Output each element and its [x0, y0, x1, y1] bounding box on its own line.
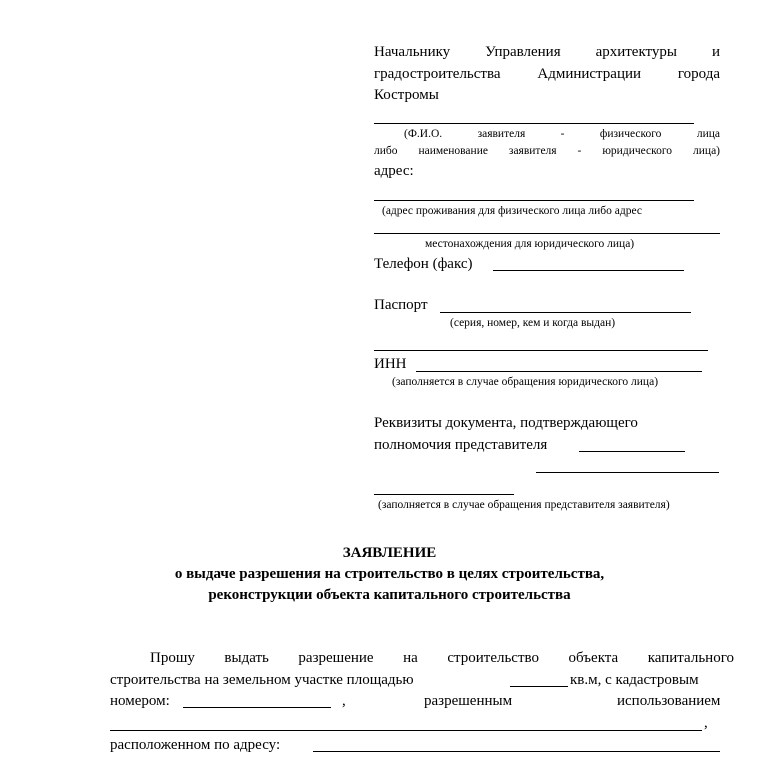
- addressee-line-3: Костромы: [374, 87, 439, 103]
- document-title: ЗАЯВЛЕНИЕ: [342, 545, 437, 561]
- rep-doc-input-line-1[interactable]: [579, 451, 685, 452]
- body-line-4-comma: ,: [704, 715, 708, 731]
- passport-hint: (серия, номер, кем и когда выдан): [450, 317, 616, 329]
- addressee-word: градостроительства: [374, 66, 501, 82]
- hint-word: либо: [374, 145, 398, 157]
- body-line-5-label: расположенном по адресу:: [110, 737, 281, 753]
- area-input-line[interactable]: [510, 686, 568, 687]
- addressee-word: и: [711, 44, 720, 60]
- addressee-word: города: [677, 66, 720, 82]
- hint-word: (Ф.И.О.: [404, 128, 443, 140]
- usage-input-line[interactable]: [110, 730, 702, 731]
- address-input-line-2[interactable]: [374, 233, 720, 234]
- fio-input-line[interactable]: [374, 123, 694, 124]
- cadastral-input-line[interactable]: [183, 707, 331, 708]
- hint-word: -: [577, 145, 582, 157]
- body-word: капитального: [647, 650, 734, 666]
- body-word: объекта: [568, 650, 619, 666]
- inn-input-line-1[interactable]: [374, 350, 708, 351]
- hint-word: -: [560, 128, 565, 140]
- passport-input-line[interactable]: [440, 312, 691, 313]
- address-input-line-1[interactable]: [374, 200, 694, 201]
- addressee-line-1: [374, 44, 720, 61]
- hint-word: физического: [599, 128, 662, 140]
- body-word: выдать: [224, 650, 269, 666]
- body-word: разрешение: [298, 650, 374, 666]
- phone-input-line[interactable]: [493, 270, 684, 271]
- rep-hint: (заполняется в случае обращения представителя заявителя): [378, 499, 670, 511]
- rep-doc-input-line-3[interactable]: [374, 494, 514, 495]
- rep-doc-line-1: Реквизиты документа, подтверждающего: [374, 415, 638, 431]
- hint-word: наименование: [418, 145, 488, 157]
- body-line-2-text-a: строительства на земельном участке площадью: [110, 672, 414, 688]
- addressee-line-2: [374, 66, 720, 83]
- inn-hint: (заполняется в случае обращения юридического лица): [392, 376, 659, 388]
- body-word: строительство: [447, 650, 539, 666]
- body-line-3-usage: использованием: [617, 693, 721, 709]
- phone-label: Телефон (факс): [374, 256, 473, 272]
- fio-hint-line-1: [404, 128, 720, 140]
- hint-word: лица): [693, 145, 720, 157]
- addressee-word: Управления: [485, 44, 561, 60]
- addressee-word: Начальнику: [374, 44, 451, 60]
- location-address-input-line[interactable]: [313, 751, 720, 752]
- body-line-1: [150, 650, 734, 667]
- body-line-3-label: номером:: [110, 693, 170, 709]
- address-label: адрес:: [374, 163, 414, 179]
- body-word: Прошу: [150, 650, 195, 666]
- hint-word: заявителя: [508, 145, 557, 157]
- inn-input-line-2[interactable]: [416, 371, 702, 372]
- addressee-word: Администрации: [537, 66, 642, 82]
- passport-label: Паспорт: [374, 297, 428, 313]
- addressee-word: архитектуры: [595, 44, 677, 60]
- address-hint-2: местонахождения для юридического лица): [425, 238, 635, 250]
- body-line-3-permitted: разрешенным: [424, 693, 513, 709]
- body-line-2-text-b: кв.м, с кадастровым: [570, 672, 699, 688]
- inn-label: ИНН: [374, 356, 407, 372]
- body-word: на: [403, 650, 418, 666]
- hint-word: заявителя: [477, 128, 526, 140]
- address-hint-1: (адрес проживания для физического лица либо адрес: [382, 205, 642, 217]
- rep-doc-input-line-2[interactable]: [536, 472, 719, 473]
- document-subtitle-2: реконструкции объекта капитального строительства: [208, 587, 571, 603]
- document-subtitle-1: о выдаче разрешения на строительство в целях строительства,: [174, 566, 605, 582]
- fio-hint-line-2: [374, 145, 720, 157]
- hint-word: юридического: [602, 145, 673, 157]
- body-line-3-comma: ,: [342, 693, 346, 709]
- rep-doc-line-2: полномочия представителя: [374, 437, 548, 453]
- hint-word: лица: [696, 128, 720, 140]
